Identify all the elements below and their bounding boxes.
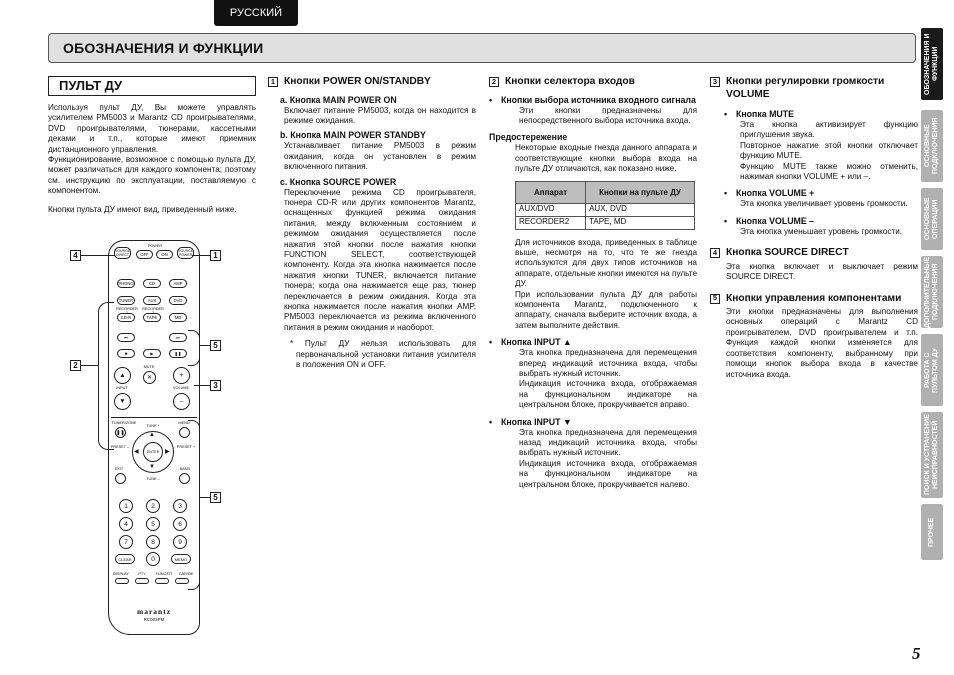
dpad-right-icon: ▶ (165, 449, 170, 455)
callout-1: 1 (210, 250, 221, 261)
side-tab-2[interactable]: ОСНОВНЫЕ ПОДКЛЮЧЕНИЯ (921, 110, 943, 182)
heading-source-direct: 4 Кнопка SOURCE DIRECT (710, 247, 918, 260)
mute-text-3: Функцию MUTE также можно отменить, нажимая кнопки VOLUME + или –. (740, 161, 918, 182)
source-power-button: SOURCE POWER (178, 249, 193, 257)
num-3-button: 3 (173, 499, 187, 513)
display-button (115, 578, 129, 584)
num-7-button: 7 (119, 535, 133, 549)
main-power-on-title: a. Кнопка MAIN POWER ON (280, 94, 397, 105)
remote-body (108, 240, 200, 635)
input-label: INPUT (116, 386, 128, 390)
table-note-1: Для источников входа, приведенных в таблице выше, несмотря на то, что те же гнезда используются для двух типов источников на аппарате, отдельные кнопки имеются на пульте ДУ. (515, 237, 697, 289)
intro-paragraph-2: Функционирование, возможное с помощью пульта ДУ, может различаться для каждого компонента; поэтому см. инструкцию по эксплуатации, поставляемую с компонентом. (48, 155, 256, 196)
section-title: ОБОЗНАЧЕНИЯ И ФУНКЦИИ (48, 33, 916, 63)
dpad-left-icon: ◀ (134, 449, 139, 455)
num-8-button: 8 (146, 535, 160, 549)
tuner-zone-label: TUNER/ZONE (111, 421, 137, 425)
heading-volume: 3 Кнопки регулировки громкости VOLUME (710, 76, 918, 101)
column-power (268, 76, 476, 370)
callout-2: 2 (70, 360, 81, 371)
power-label: POWER (147, 244, 163, 248)
side-tab-1[interactable]: ОБОЗНАЧЕНИЯ И ФУНКЦИИ (921, 28, 943, 100)
stop-button: ■ (117, 349, 135, 358)
cd-button: CD (143, 279, 161, 288)
volume-label: VOLUME (172, 386, 190, 390)
side-tab-6[interactable]: ПОИСК И УСТРАНЕНИЕ НЕИСПРАВНОСТЕЙ (921, 412, 943, 498)
input-select-text: Эти кнопки предназначены для непосредственного выбора источника входа. (519, 105, 697, 125)
input-up-text-2: Индикация источника входа, отображаемая на функциональном индикаторе на центральном блоке, прокручивается вправо. (519, 379, 697, 410)
callout-5b: 5 (210, 492, 221, 503)
phono-button: PHONO (118, 281, 134, 286)
side-tab-5[interactable]: РАБОТА С ПУЛЬТОМ ДУ (921, 334, 943, 406)
aux-button: AUX (143, 296, 161, 305)
callout-3: 3 (210, 380, 221, 391)
carde-label: CAR/DE (178, 572, 194, 576)
column-volume (710, 76, 918, 380)
table-row: RECORDER2 TAPE, MD (516, 216, 695, 229)
side-tab-4[interactable]: ДОПОЛНИТЕЛЬНЫЕ ПОДКЛЮЧЕНИЯ (921, 256, 943, 328)
preset-plus-label: PRESET + (176, 445, 196, 449)
num-6-button: 6 (173, 517, 187, 531)
mute-text-2: Повторное нажатие этой кнопки отключает функцию MUTE. (740, 140, 918, 161)
table-note-2: При использовании пульта ДУ для работы компонента Marantz, подключенного к аппарату, сначала выберите источник входа, а затем выполните действия. (515, 289, 697, 330)
source-power-text: Переключение режима CD проигрывателя, тюнера CD-R или других компонентов Marantz, оснащенных функцией режима ожидания питания, между включенным состоянием и режимом ожидания осуществляется после нажатия этой кнопки после нажатия кнопки FUNCTION SELECT, соответствующей компоненту. Когда эта кнопка нажимается после нажатия кнопки TUNER, включается питание тюнера; когда она нажимается еще раз, тюнер переключается в режим ожидания. Когда эта кнопка нажимается после нажатия кнопки AMP, PM5003 переключается из режима включенного питания в режим ожидания и наоборот. (284, 187, 476, 332)
heading-input-selector: 2 Кнопки селектора входов (489, 76, 697, 89)
remote-subtitle: ПУЛЬТ ДУ (48, 76, 256, 96)
enter-button: ENTER (143, 442, 163, 462)
recorder2-label: RECORDER (142, 307, 164, 311)
input-down-text-2: Индикация источника входа, отображаемая на функциональном индикаторе на центральном блоке, прокручивается налево. (519, 458, 697, 489)
exit-button (115, 473, 126, 484)
callout-4: 4 (70, 250, 81, 261)
source-direct-button: SOURCE DIRECT (115, 249, 130, 257)
main-power-standby-title: b. Кнопка MAIN POWER STANDBY (280, 130, 426, 141)
dpad-down-icon: ▼ (149, 464, 155, 470)
next-track-button: ⏭ (169, 333, 187, 342)
heading-power: 1 Кнопки POWER ON/STANDBY (268, 76, 476, 89)
band-label: BAND (179, 467, 191, 471)
volume-down-button: – (173, 393, 190, 410)
tuner-button: TUNER (118, 298, 134, 303)
table-header-unit: Аппарат (516, 181, 586, 203)
caution-text: Некоторые входные гнезда данного аппарата и соответствующие кнопки выбора входа на пульте ДУ отличаются, как показано ниже. (515, 143, 697, 174)
num-0-button: 0 (146, 552, 160, 566)
column-remote-intro (48, 76, 256, 215)
remote-divider (111, 417, 197, 418)
input-down-text-1: Эта кнопка предназначена для перемещения назад индикаций источника входа, чтобы выбрать нужный источник. (519, 427, 697, 458)
tuner-zone-button: ❚❚ (115, 427, 126, 438)
input-down-button: ▼ (114, 393, 131, 410)
brand-logo: marantz (136, 607, 172, 616)
volume-minus-text: Эта кнопка уменьшает уровень громкости. (740, 226, 903, 236)
num-5-button: 5 (146, 517, 160, 531)
main-power-on-text: Включает питание PM5003, когда он находится в режиме ожидания. (284, 105, 476, 125)
pty-button (135, 578, 149, 584)
side-tab-7[interactable]: ПРОЧЕЕ (921, 504, 943, 560)
preset-minus-label: PRESET – (110, 445, 130, 449)
recorder1-label: RECORDER (116, 307, 138, 311)
intro-paragraph-3: Кнопки пульта ДУ имеют вид, приведенный ниже. (48, 204, 237, 214)
table-header-remote: Кнопки на пульте ДУ (586, 181, 695, 203)
main-power-standby-text: Устанавливает питание PM5003 в режим ожидания, когда он установлен в режим включенного питания. (284, 141, 476, 172)
language-tab: РУССКИЙ (214, 0, 298, 26)
source-direct-text: Эта кнопка включает и выключает режим SOURCE DIRECT. (726, 261, 918, 282)
input-down-title: • Кнопка INPUT ▼ (489, 416, 572, 427)
num-4-button: 4 (119, 517, 133, 531)
clear-button: CLEAR (115, 554, 135, 564)
pty-label: PTY (138, 572, 146, 576)
input-table (515, 181, 695, 230)
dvd-button: DVD (169, 296, 187, 305)
volume-plus-text: Эта кнопка увеличивает уровень громкости. (740, 199, 908, 209)
amp-button: AMP (169, 279, 187, 288)
page-number: 5 (912, 644, 921, 663)
tune-plus-label: TUNE + (146, 424, 160, 428)
mute-button: ✕ (143, 371, 156, 384)
side-tab-3[interactable]: ОСНОВНЫЕ ОПЕРАЦИИ (921, 188, 943, 250)
funcdt-button (155, 578, 169, 584)
prev-track-button: ⏮ (117, 333, 135, 342)
pause-button: ❚❚ (169, 349, 187, 358)
play-button: ▶ (143, 349, 161, 358)
power-note: * Пульт ДУ нельзя использовать для первоначальной установки питания усилителя в положения ON и OFF. (290, 339, 476, 370)
mute-title: • Кнопка MUTE (724, 109, 795, 119)
power-on-button: ON (156, 250, 173, 259)
num-1-button: 1 (119, 499, 133, 513)
input-up-title: • Кнопка INPUT ▲ (489, 337, 572, 348)
column-input-selector (489, 76, 697, 490)
volume-up-button: + (173, 367, 190, 384)
input-select-bullet: • Кнопки выбора источника входного сигнала (489, 94, 696, 105)
heading-component-control: 5 Кнопки управления компонентами (710, 293, 918, 306)
callout-5a: 5 (210, 340, 221, 351)
tape-button: TAPE (143, 313, 161, 322)
md-button: MD (169, 313, 187, 322)
cdr-button: CD-R (117, 313, 135, 322)
mute-text-1: Эта кнопка активизирует функцию приглушения звука. (740, 120, 918, 140)
power-off-button: OFF (136, 250, 153, 259)
table-row: AUX/DVD AUX, DVD (516, 203, 695, 216)
volume-plus-title: • Кнопка VOLUME + (724, 188, 815, 199)
input-up-button: ▲ (114, 367, 131, 384)
mute-label: MUTE (143, 365, 155, 369)
display-label: DISPLAY (113, 572, 129, 576)
caution-title: Предостережение (489, 132, 568, 143)
remote-illustration (70, 240, 230, 640)
component-control-text: Эти кнопки предназначены для выполнения основных операций с Marantz CD проигрывателем, DVD проигрывателем и т.п. Функция каждой кнопки изменяется для соответствия компоненту, выбранному при помощи кнопок выбора входа в качестве источника входа. (726, 307, 918, 379)
model-label: RC003PM (143, 617, 165, 622)
source-power-title: c. Кнопка SOURCE POWER (280, 176, 397, 187)
exit-label: EXIT (114, 467, 124, 471)
carde-button (175, 578, 189, 584)
num-2-button: 2 (146, 499, 160, 513)
memo-button: MEMO (171, 554, 191, 564)
intro-paragraph-1: Используя пульт ДУ, Вы можете управлять усилителем PM5003 и Marantz CD проигрывателями, DVD проигрывателями, тюнерами, кассетными деками и т.п., которые имеют приемник дистанционного управления. (48, 103, 256, 154)
input-up-text-1: Эта кнопка предназначена для перемещения вперед индикаций источника входа, чтобы выбрать нужный источник. (519, 348, 697, 378)
funcdt-label: FUNC/DT (155, 572, 173, 576)
dpad-up-icon: ▲ (149, 432, 155, 438)
menu-label: MENU (178, 421, 190, 425)
num-9-button: 9 (173, 535, 187, 549)
volume-minus-title: • Кнопка VOLUME – (724, 215, 815, 226)
tune-minus-label: TUNE – (146, 477, 160, 481)
